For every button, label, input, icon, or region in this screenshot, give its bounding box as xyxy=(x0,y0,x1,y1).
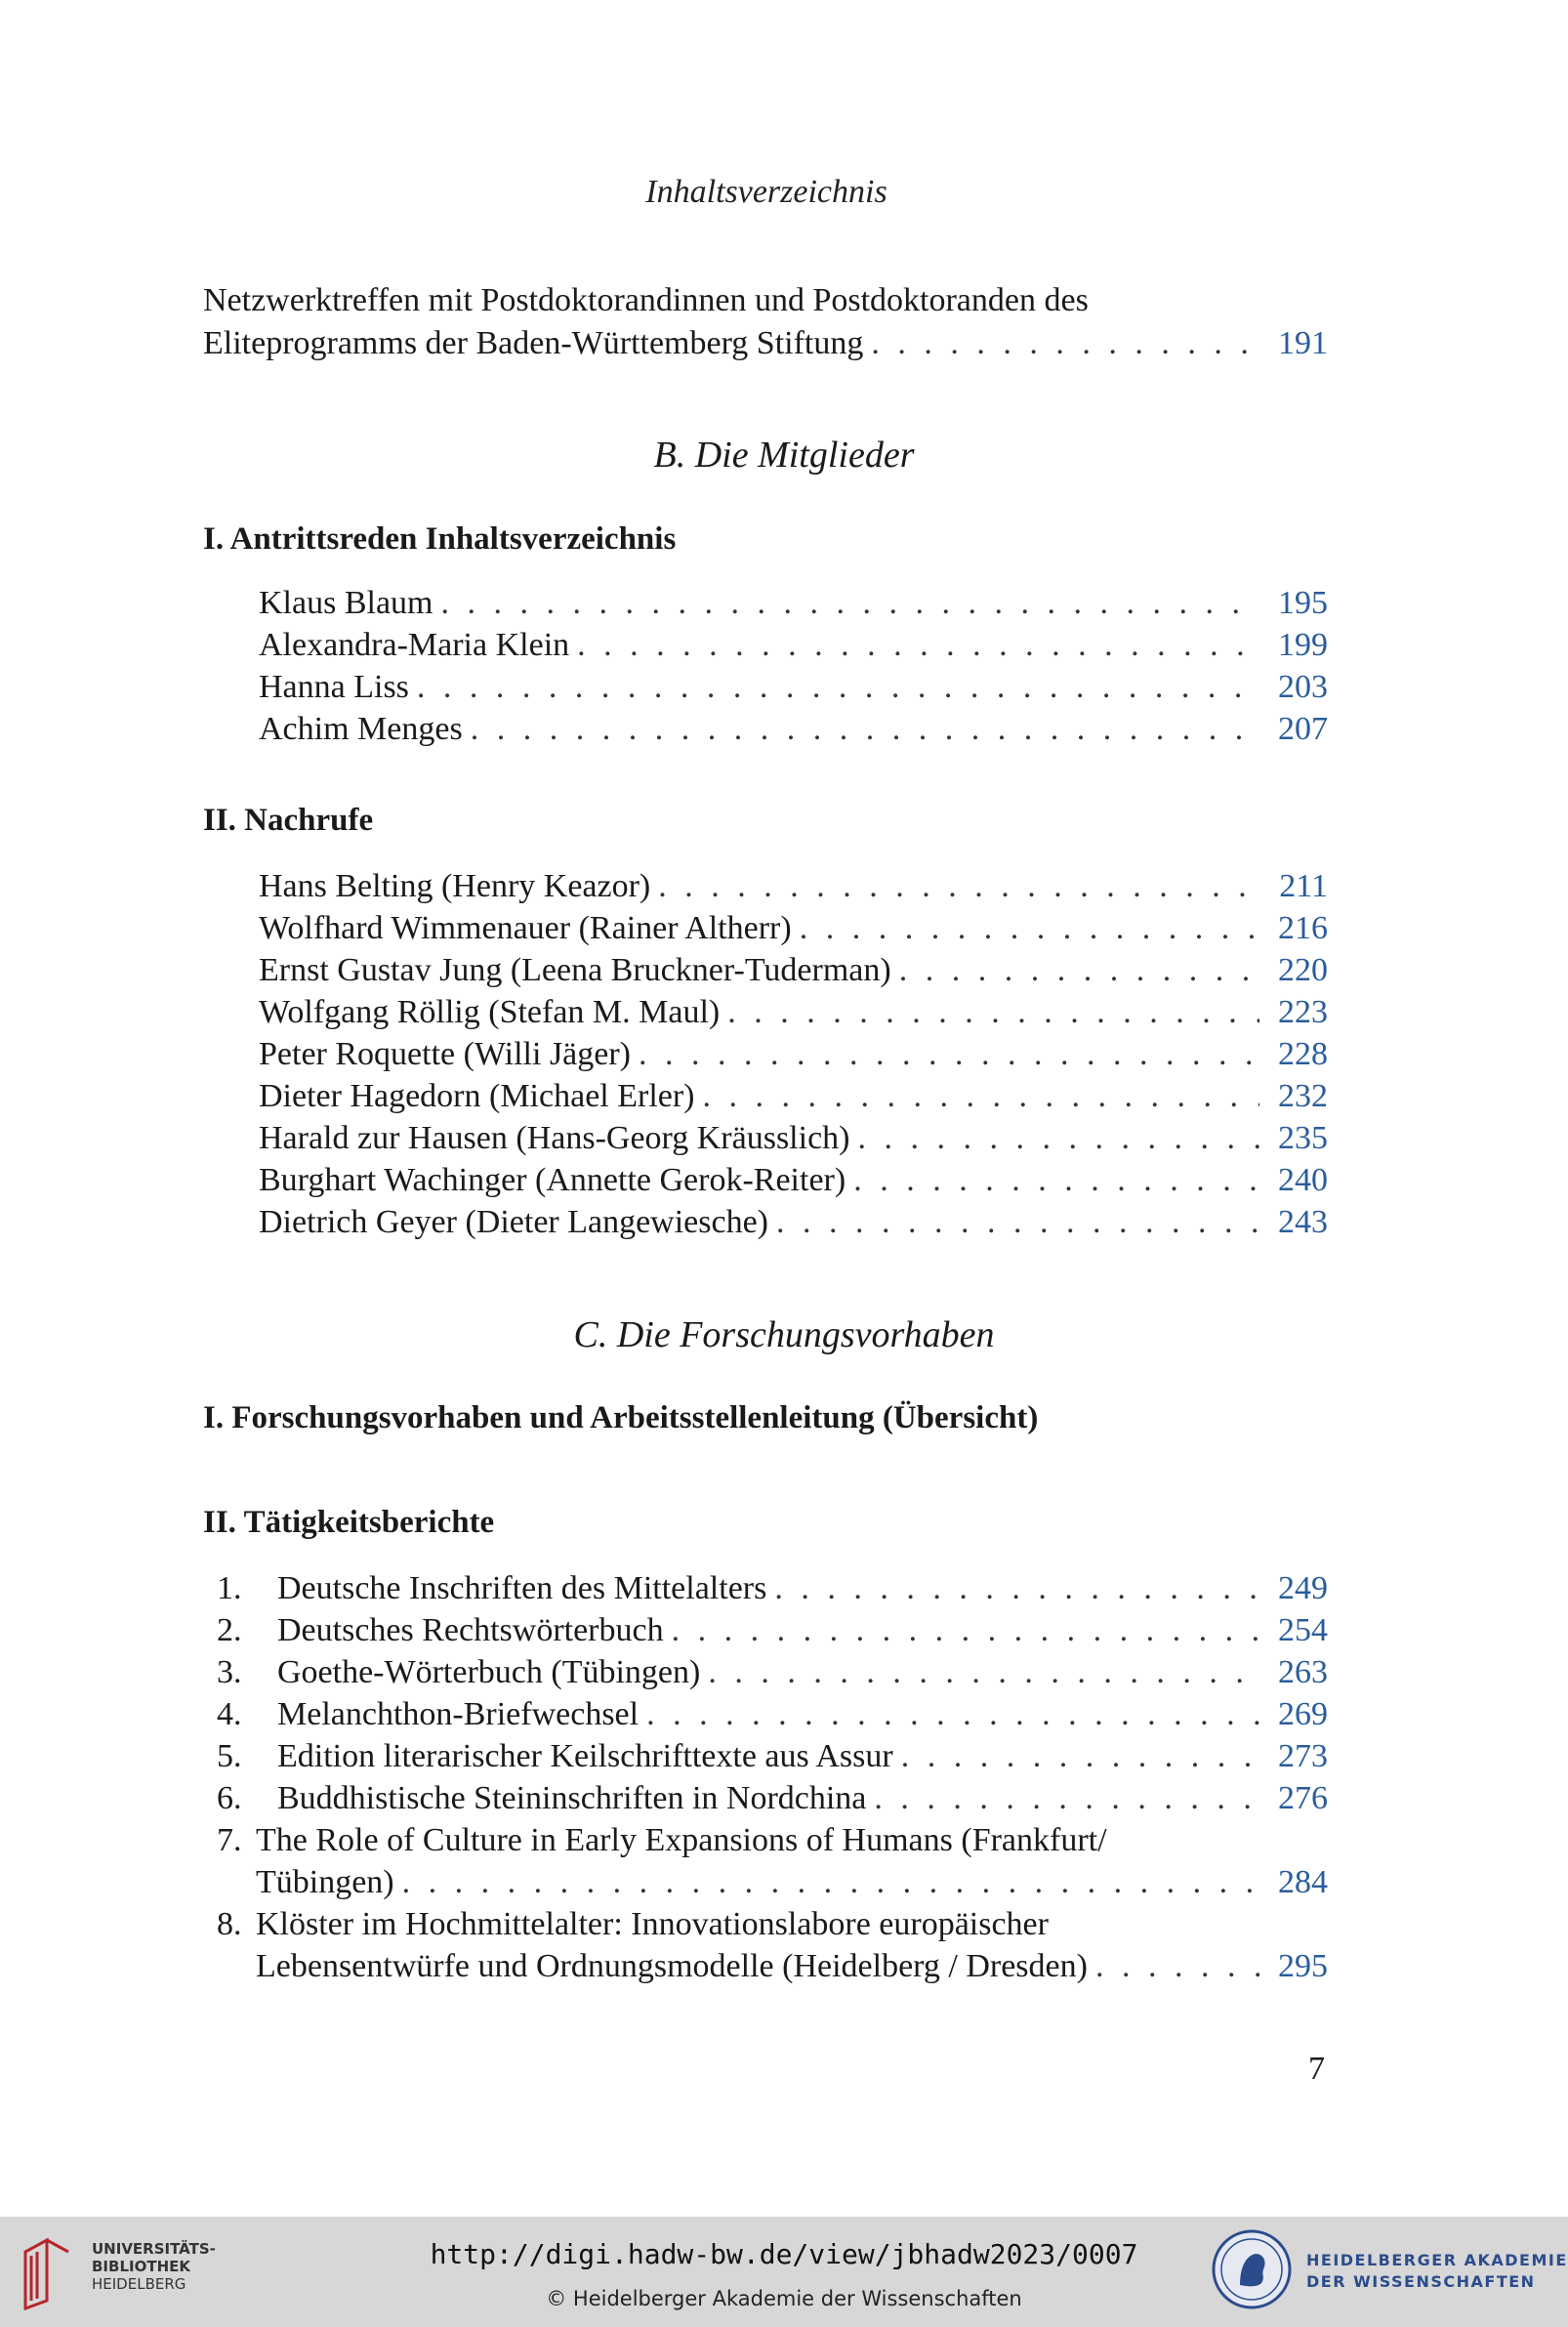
entry-number: 3. xyxy=(217,1654,242,1690)
leader-dots xyxy=(774,1567,1259,1610)
toc-entry-text: Goethe-Wörterbuch (Tübingen) xyxy=(277,1654,701,1690)
page-link[interactable]: 232 xyxy=(1278,1078,1328,1114)
toc-entry-text: Achim Menges xyxy=(259,711,463,747)
page-link[interactable]: 191 xyxy=(1278,325,1328,361)
leader-dots xyxy=(800,907,1259,950)
toc-entry-text: Peter Roquette (Willi Jäger) xyxy=(259,1036,632,1072)
leader-dots xyxy=(874,1777,1259,1820)
toc-entry-text: Melanchthon-Briefwechsel xyxy=(277,1696,640,1732)
page-link[interactable]: 199 xyxy=(1278,627,1328,663)
toc-entry[interactable] xyxy=(259,1159,1328,1202)
section-title-antrittsreden: I. Antrittsreden Inhaltsverzeichnis xyxy=(203,521,677,557)
toc-entry-text: Edition literarischer Keilschrifttexte aus Assur xyxy=(277,1738,893,1774)
leader-dots xyxy=(577,624,1259,667)
toc-entry[interactable] xyxy=(259,666,1328,709)
entry-number: 2. xyxy=(217,1612,242,1648)
leader-dots xyxy=(871,322,1259,365)
leader-dots xyxy=(471,708,1259,751)
entry-number: 4. xyxy=(217,1696,242,1732)
toc-entry[interactable] xyxy=(259,1075,1328,1118)
leader-dots xyxy=(776,1201,1259,1244)
leader-dots xyxy=(402,1861,1259,1904)
academy-name-line: DER WISSENSCHAFTEN xyxy=(1306,2272,1536,2291)
toc-entry-text: Deutsche Inschriften des Mittelalters xyxy=(277,1570,767,1606)
academy-seal-icon xyxy=(1211,2228,1293,2310)
page-link[interactable]: 203 xyxy=(1278,669,1328,705)
page-link[interactable]: 263 xyxy=(1278,1654,1328,1690)
leader-dots xyxy=(899,949,1259,992)
section-title-forschungsvorhaben: I. Forschungsvorhaben und Arbeitsstellenleitung (Übersicht) xyxy=(203,1400,1039,1435)
toc-entry[interactable] xyxy=(217,1693,1328,1736)
toc-entry-text: Hanna Liss xyxy=(259,669,409,705)
document-url-link[interactable]: http://digi.hadw-bw.de/view/jbhadw2023/0007 xyxy=(430,2238,1138,2270)
page-link[interactable]: 216 xyxy=(1278,910,1328,946)
toc-entry[interactable] xyxy=(217,1735,1328,1778)
toc-entry-text: Buddhistische Steininschriften in Nordchina xyxy=(277,1780,867,1816)
entry-number: 8. xyxy=(217,1906,242,1942)
toc-entry[interactable] xyxy=(259,991,1328,1034)
page-link[interactable]: 249 xyxy=(1278,1570,1328,1606)
leader-dots xyxy=(901,1735,1259,1778)
page-link[interactable]: 235 xyxy=(1278,1120,1328,1156)
part-title-b: B. Die Mitglieder xyxy=(653,435,915,476)
copyright-text: © Heidelberger Akademie der Wissenschaften xyxy=(546,2287,1022,2310)
toc-entry-text: Alexandra-Maria Klein xyxy=(259,627,570,663)
page-link[interactable]: 240 xyxy=(1278,1162,1328,1198)
leader-dots xyxy=(853,1159,1259,1202)
page-link[interactable]: 273 xyxy=(1278,1738,1328,1774)
page-link[interactable]: 228 xyxy=(1278,1036,1328,1072)
entry-number: 1. xyxy=(217,1570,242,1606)
leader-dots xyxy=(858,1117,1260,1160)
leader-dots xyxy=(417,666,1259,709)
leader-dots xyxy=(703,1075,1260,1118)
leader-dots xyxy=(727,991,1259,1034)
part-title-c: C. Die Forschungsvorhaben xyxy=(573,1314,995,1355)
toc-entry[interactable] xyxy=(259,1117,1328,1160)
toc-entry[interactable] xyxy=(259,1201,1328,1244)
page-link[interactable]: 284 xyxy=(1278,1864,1328,1900)
page-link[interactable]: 276 xyxy=(1278,1780,1328,1816)
toc-entry[interactable] xyxy=(259,624,1328,667)
toc-entry[interactable] xyxy=(217,1651,1328,1694)
toc-entry-text: Dieter Hagedorn (Michael Erler) xyxy=(259,1078,695,1114)
leader-dots xyxy=(1095,1945,1259,1988)
toc-entry-text: Tübingen) xyxy=(256,1864,394,1900)
toc-entry[interactable] xyxy=(259,1033,1328,1076)
toc-entry-text: Burghart Wachinger (Annette Gerok-Reiter) xyxy=(259,1162,846,1198)
toc-entry-text: Eliteprogramms der Baden-Württemberg Stiftung xyxy=(203,325,864,361)
leader-dots xyxy=(646,1693,1259,1736)
toc-entry-text: Lebensentwürfe und Ordnungsmodelle (Heidelberg / Dresden) xyxy=(256,1948,1088,1984)
leader-dots xyxy=(658,865,1259,908)
entry-number: 5. xyxy=(217,1738,242,1774)
page-link[interactable]: 254 xyxy=(1278,1612,1328,1648)
footer-bar xyxy=(0,2217,1568,2327)
toc-entry[interactable] xyxy=(217,1609,1328,1652)
toc-entry[interactable] xyxy=(259,708,1328,751)
academy-name xyxy=(1306,2250,1568,2293)
toc-entry[interactable] xyxy=(256,1861,1328,1904)
page-link[interactable]: 295 xyxy=(1278,1948,1328,1984)
leader-dots xyxy=(639,1033,1259,1076)
toc-entry[interactable] xyxy=(256,1945,1328,1988)
page-link[interactable]: 211 xyxy=(1279,868,1328,904)
page-link[interactable]: 223 xyxy=(1278,994,1328,1030)
toc-entry[interactable] xyxy=(259,949,1328,992)
page-link[interactable]: 207 xyxy=(1278,711,1328,747)
leader-dots xyxy=(672,1609,1259,1652)
section-title-nachrufe: II. Nachrufe xyxy=(203,803,374,838)
toc-entry-text: Ernst Gustav Jung (Leena Bruckner-Tuderman) xyxy=(259,952,891,988)
toc-entry-text: Deutsches Rechtswörterbuch xyxy=(277,1612,664,1648)
entry-number: 7. xyxy=(217,1822,242,1858)
toc-entry-text-line1: The Role of Culture in Early Expansions of Humans (Frankfurt/ xyxy=(256,1822,1107,1858)
page-link[interactable]: 269 xyxy=(1278,1696,1328,1732)
toc-entry[interactable] xyxy=(259,907,1328,950)
page-link[interactable]: 195 xyxy=(1278,585,1328,621)
toc-entry-text: Dietrich Geyer (Dieter Langewiesche) xyxy=(259,1204,769,1240)
toc-entry-text: Hans Belting (Henry Keazor) xyxy=(259,868,651,904)
toc-entry-text: Klaus Blaum xyxy=(259,585,433,621)
ub-name-line: UNIVERSITÄTS- xyxy=(92,2240,216,2258)
page-link[interactable]: 220 xyxy=(1278,952,1328,988)
section-title-taetigkeitsberichte: II. Tätigkeitsberichte xyxy=(203,1505,495,1540)
toc-entry[interactable] xyxy=(217,1567,1328,1610)
toc-entry[interactable] xyxy=(259,582,1328,625)
toc-entry[interactable] xyxy=(217,1777,1328,1820)
running-head: Inhaltsverzeichnis xyxy=(645,174,887,210)
academy-name-line: HEIDELBERGER AKADEMIE xyxy=(1306,2251,1568,2269)
toc-entry-text-line1: Klöster im Hochmittelalter: Innovationslabore europäischer xyxy=(256,1906,1049,1942)
toc-entry[interactable] xyxy=(259,865,1328,908)
toc-entry-text: Wolfhard Wimmenauer (Rainer Altherr) xyxy=(259,910,792,946)
entry-number: 6. xyxy=(217,1780,242,1816)
toc-entry-text: Harald zur Hausen (Hans-Georg Kräusslich) xyxy=(259,1120,850,1156)
toc-entry-intro-line1: Netzwerktreffen mit Postdoktorandinnen und Postdoktoranden des xyxy=(203,282,1089,318)
toc-entry-intro[interactable] xyxy=(203,322,1328,365)
ub-name-line: HEIDELBERG xyxy=(92,2275,186,2293)
leader-dots xyxy=(440,582,1259,625)
page-link[interactable]: 243 xyxy=(1278,1204,1328,1240)
leader-dots xyxy=(708,1651,1259,1694)
ub-name-line: BIBLIOTHEK xyxy=(92,2258,190,2275)
page-number: 7 xyxy=(1308,2051,1325,2087)
toc-entry-text: Wolfgang Röllig (Stefan M. Maul) xyxy=(259,994,721,1030)
